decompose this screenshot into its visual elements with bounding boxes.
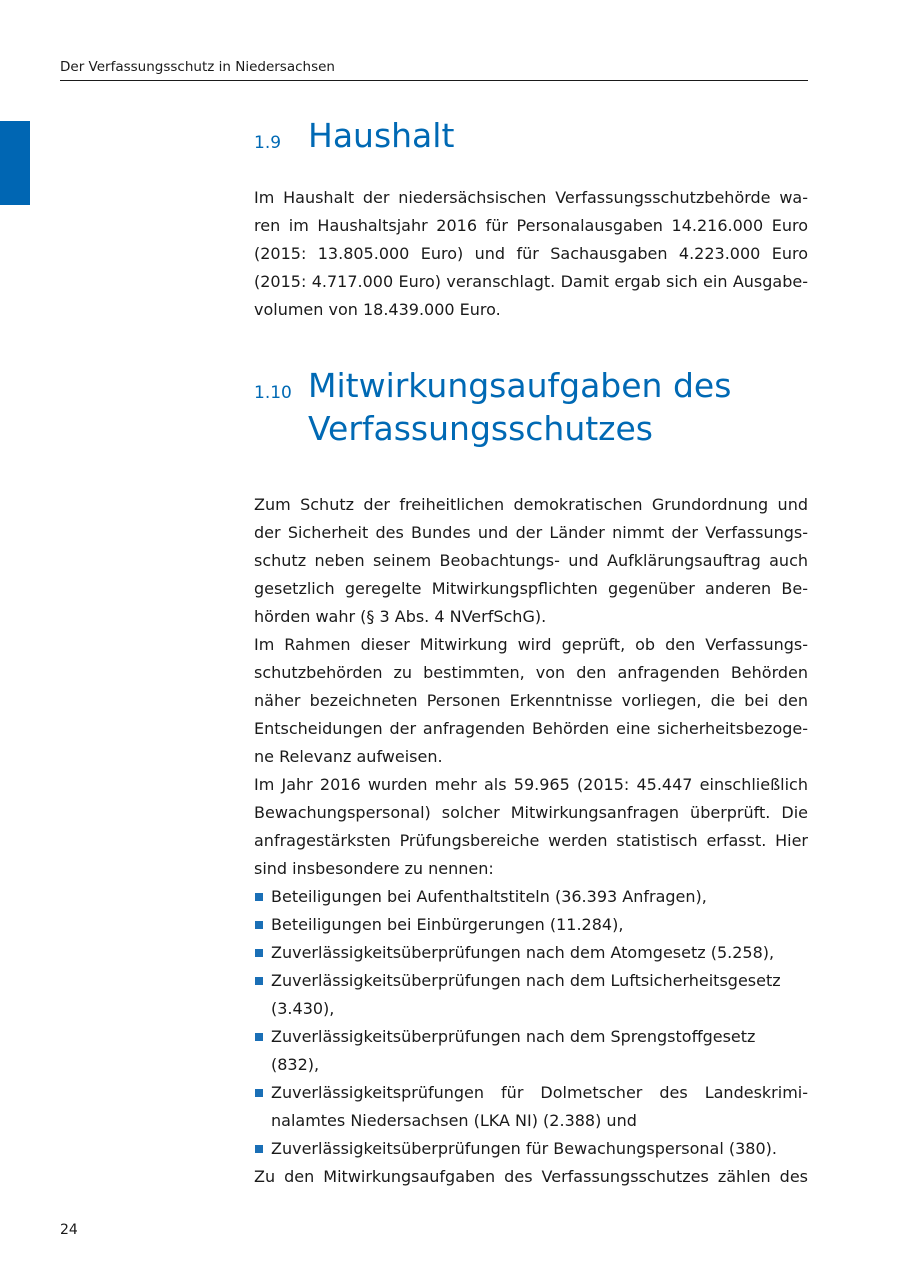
list-item-text: Beteiligungen bei Einbürgerungen (11.284), [271, 915, 624, 934]
square-bullet-icon [255, 949, 263, 957]
list-item-text: nalamtes Niedersachsen (LKA NI) (2.388) und [271, 1111, 637, 1130]
paragraph-line: Bewachungspersonal) solcher Mitwirkungsanfragen überprüft. Die [254, 803, 808, 822]
list-item [254, 967, 808, 1023]
square-bullet-icon [255, 977, 263, 985]
list-item-text: (3.430), [271, 999, 335, 1018]
paragraph-line: der Sicherheit des Bundes und der Länder nimmt der Verfassungs- [254, 523, 808, 542]
list-item-text: Beteiligungen bei Aufenthaltstiteln (36.393 Anfragen), [271, 887, 707, 906]
paragraph-line: Im Rahmen dieser Mitwirkung wird geprüft, ob den Verfassungs- [254, 635, 808, 654]
list-item [254, 911, 808, 939]
running-header: Der Verfassungsschutz in Niedersachsen [60, 59, 808, 81]
page-number: 24 [60, 1222, 78, 1238]
paragraph-line: schutzbehörden zu bestimmten, von den anfragenden Behörden [254, 663, 808, 682]
paragraph-line: Im Haushalt der niedersächsischen Verfassungsschutzbehörde wa- [254, 188, 808, 207]
paragraph-line: ren im Haushaltsjahr 2016 für Personalausgaben 14.216.000 Euro [254, 216, 808, 235]
paragraph-line: Entscheidungen der anfragenden Behörden eine sicherheitsbezoge- [254, 719, 808, 738]
mitwirkung-body [254, 491, 808, 1191]
paragraph-line: gesetzlich geregelte Mitwirkungspflichten gegenüber anderen Be- [254, 579, 808, 598]
section-title-line: Mitwirkungsaufgaben des [308, 366, 732, 405]
paragraph-line: Zum Schutz der freiheitlichen demokratischen Grundordnung und [254, 495, 808, 514]
list-item-text: Zuverlässigkeitsüberprüfungen nach dem Sprengstoffgesetz [271, 1027, 756, 1046]
chapter-side-tab [0, 121, 30, 205]
section-number-1-10: 1.10 [254, 383, 292, 403]
haushalt-paragraph [254, 184, 808, 324]
list-item-text: Zuverlässigkeitsüberprüfungen für Bewachungspersonal (380). [271, 1139, 777, 1158]
paragraph-line: anfragestärksten Prüfungsbereiche werden statistisch erfasst. Hier [254, 831, 808, 850]
list-item [254, 939, 808, 967]
section-title-line: Verfassungsschutzes [308, 409, 654, 448]
square-bullet-icon [255, 1089, 263, 1097]
section-title-haushalt: Haushalt [308, 116, 455, 155]
list-item [254, 1023, 808, 1079]
bullet-list [254, 883, 808, 1163]
paragraph-line: (2015: 4.717.000 Euro) veranschlagt. Damit ergab sich ein Ausgabe- [254, 272, 808, 291]
list-item-text: Zuverlässigkeitsüberprüfungen nach dem Atomgesetz (5.258), [271, 943, 775, 962]
square-bullet-icon [255, 1033, 263, 1041]
list-item [254, 1135, 808, 1163]
list-item [254, 883, 808, 911]
list-item-text: (832), [271, 1055, 320, 1074]
paragraph-line: Zu den Mitwirkungsaufgaben des Verfassungsschutzes zählen des [254, 1167, 808, 1186]
list-item-text: Zuverlässigkeitsprüfungen für Dolmetscher des Landeskrimi- [271, 1083, 808, 1102]
paragraph-line: Im Jahr 2016 wurden mehr als 59.965 (2015: 45.447 einschließlich [254, 775, 808, 794]
paragraph-line: (2015: 13.805.000 Euro) und für Sachausgaben 4.223.000 Euro [254, 244, 808, 263]
paragraph-line: ne Relevanz aufweisen. [254, 747, 443, 766]
list-item-text: Zuverlässigkeitsüberprüfungen nach dem Luftsicherheitsgesetz [271, 971, 781, 990]
paragraph-line: sind insbesondere zu nennen: [254, 859, 494, 878]
section-number-1-9: 1.9 [254, 133, 282, 153]
square-bullet-icon [255, 1145, 263, 1153]
square-bullet-icon [255, 893, 263, 901]
list-item [254, 1079, 808, 1135]
paragraph-line: hörden wahr (§ 3 Abs. 4 NVerfSchG). [254, 607, 547, 626]
section-title-mitwirkungsaufgaben [308, 364, 731, 450]
paragraph-line: näher bezeichneten Personen Erkenntnisse vorliegen, die bei den [254, 691, 808, 710]
paragraph-line: volumen von 18.439.000 Euro. [254, 300, 501, 319]
paragraph-line: schutz neben seinem Beobachtungs- und Aufklärungsauftrag auch [254, 551, 808, 570]
square-bullet-icon [255, 921, 263, 929]
